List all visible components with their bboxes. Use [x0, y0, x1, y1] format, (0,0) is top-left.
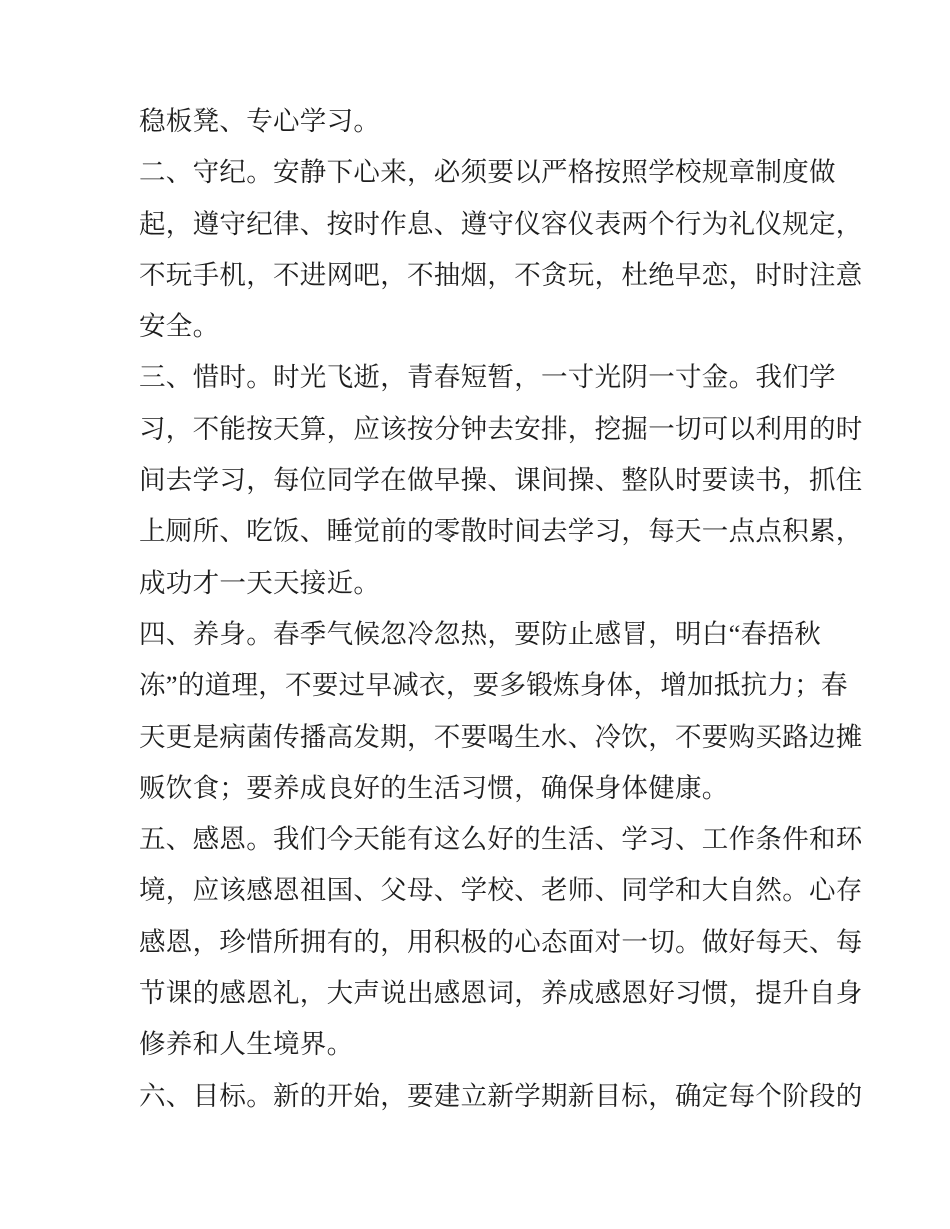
text-line: 五、感恩。我们今天能有这么好的生活、学习、工作条件和环 — [139, 824, 863, 855]
text-line: 上厕所、吃饭、睡觉前的零散时间去学习，每天一点点积累， — [139, 516, 863, 547]
text-line: 间去学习，每位同学在做早操、课间操、整队时要读书，抓住 — [139, 465, 863, 496]
text-line: 安全。 — [139, 311, 220, 342]
text-line: 境，应该感恩祖国、父母、学校、老师、同学和大自然。心存 — [139, 875, 863, 906]
text-line: 二、守纪。安静下心来，必须要以严格按照学校规章制度做 — [139, 157, 836, 188]
text-line: 稳板凳、专心学习。 — [139, 106, 381, 136]
text-line: 四、养身。春季气候忽冷忽热，要防止感冒，明白“春捂秋 — [139, 618, 822, 649]
text-line: 起，遵守纪律、按时作息、遵守仪容仪表两个行为礼仪规定， — [139, 208, 863, 239]
text-line: 感恩，珍惜所拥有的，用积极的心态面对一切。做好每天、每 — [139, 926, 863, 957]
text-line: 冻”的道理，不要过早减衣，要多锻炼身体，增加抵抗力；春 — [139, 670, 848, 701]
text-line: 习，不能按天算，应该按分钟去安排，挖掘一切可以利用的时 — [139, 413, 863, 444]
text-line: 修养和人生境界。 — [139, 1029, 354, 1060]
text-line: 天更是病菌传播高发期，不要喝生水、冷饮，不要购买路边摊 — [139, 721, 863, 752]
text-line: 不玩手机，不进网吧，不抽烟，不贪玩，杜绝早恋，时时注意 — [139, 259, 863, 290]
text-line: 六、目标。新的开始，要建立新学期新目标，确定每个阶段的 — [139, 1080, 863, 1111]
text-line: 节课的感恩礼，大声说出感恩词，养成感恩好习惯，提升自身 — [139, 978, 863, 1009]
text-line: 三、惜时。时光飞逝，青春短暂，一寸光阴一寸金。我们学 — [139, 362, 836, 393]
text-line: 贩饮食；要养成良好的生活习惯，确保身体健康。 — [139, 772, 729, 803]
text-line: 成功才一天天接近。 — [139, 567, 381, 598]
